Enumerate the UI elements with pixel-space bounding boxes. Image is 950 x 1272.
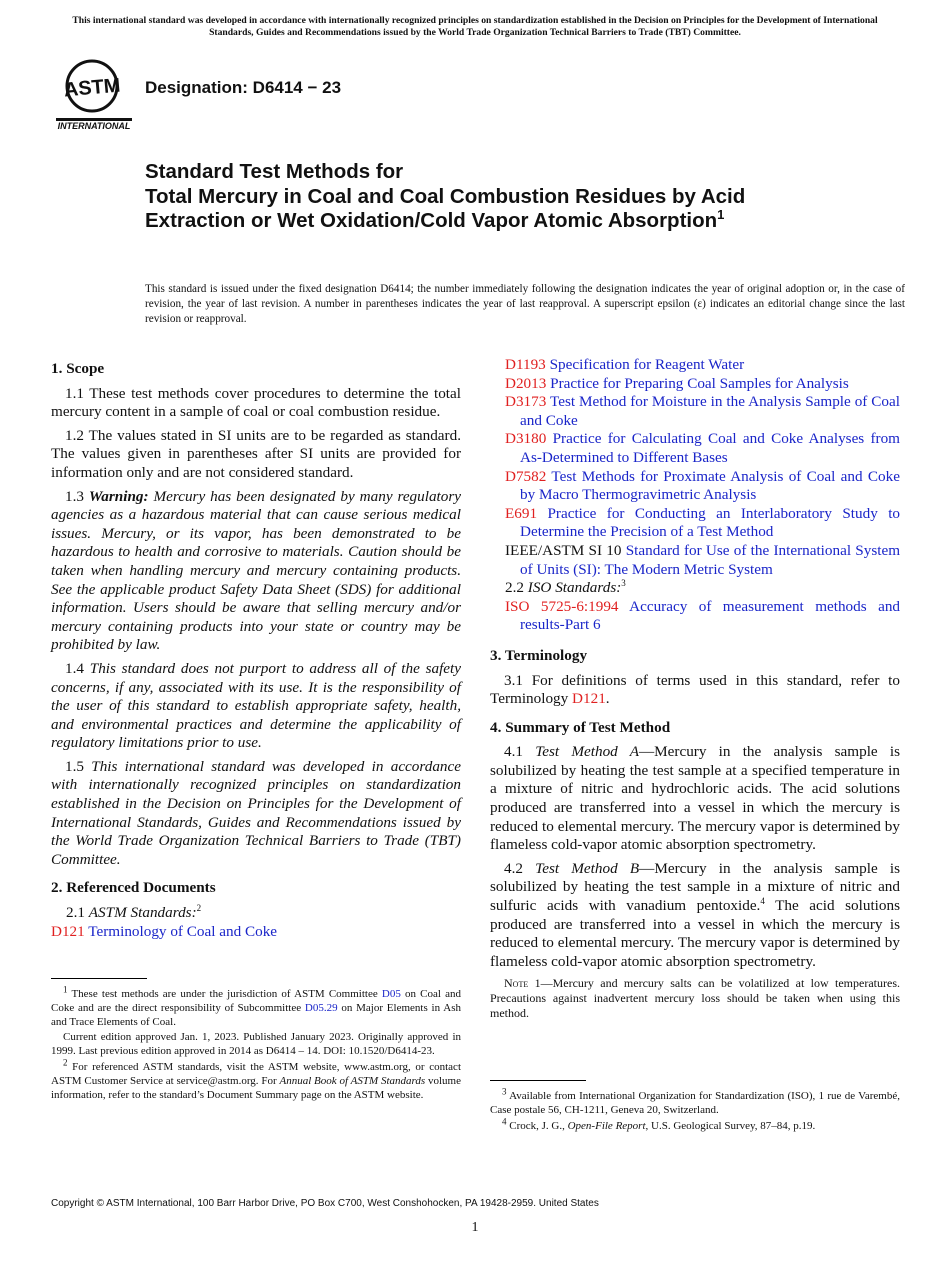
svg-text:ASTM: ASTM (62, 74, 122, 102)
title-footnote-mark[interactable]: 1 (717, 207, 725, 223)
link-d05[interactable]: D05 (381, 988, 401, 1000)
footnotes-right (490, 1086, 900, 1135)
ref-d1193[interactable]: D1193 Specification for Reagent Water (505, 356, 745, 373)
footnote-4: $^4$ Crock, J. G., Open-File Report, U.S. Geological Survey, 87–84, p.19. (502, 1115, 816, 1132)
right-column (490, 356, 900, 1021)
terminology-heading: 3. Terminology (490, 646, 588, 664)
title-line-1: Standard Test Methods for (145, 160, 404, 183)
issued-note: This standard is issued under the fixed designation D6414; the number immediately following the designation indicates the year of original adoption or, in the case of revision, the year of last revision. A number in parentheses indicates the year of last reapproval. A superscript epsilon (ε) indicates an editorial change since the last revision or reapproval. (145, 283, 905, 325)
referenced-heading: 2. Referenced Documents (51, 879, 216, 897)
link-d05-29[interactable]: D05.29 (304, 1001, 338, 1014)
para-1-4: 1.4 This standard does not purport to address all of the safety concerns, if any, associated with its use. It is the responsibility of the user of this standard to establish appropriate safety, health, and environmental practices and determine the applicability of regulatory limitations prior to use. (51, 659, 461, 752)
left-column (51, 356, 461, 941)
para-1-3: 1.3 Warning: Mercury has been designated by many regulatory agencies as a hazardous material that can cause serious medical issues. Mercury, or its vapor, has been demonstrated to be hazardous to health and corrosive to materials. Caution should be taken when handling mercury and mercury containing products. See the applicable product Safety Data Sheet (SDS) for additional information. Users should be aware that selling mercury and/or mercury containing products into your state or country may be prohibited by law. (51, 487, 462, 654)
warning-label: Warning: (88, 487, 149, 505)
para-3-1: 3.1 For definitions of terms used in this standard, refer to Terminology D121. (490, 671, 900, 708)
terminology-link-d121[interactable]: D121 (572, 690, 606, 708)
designation: Designation: D6414 − 23 (145, 78, 342, 97)
title-line-2: Total Mercury in Coal and Coal Combustion Residues by Acid Extraction or Wet Oxidation/Cold Vapor Atomic Absorption$^1$ (145, 184, 746, 232)
para-1-2: 1.2 The values stated in SI units are to be regarded as standard. The values given in parentheses after SI units are provided for information only and are not considered standard. (51, 426, 461, 481)
document-title (145, 160, 845, 234)
para-1-1: 1.1 These test methods cover procedures to determine the total mercury content in a sample of coal or coal combustion residue. (51, 384, 461, 421)
para-4-2: 4.2 Test Method B—Mercury in the analysis sample is solubilized by heating the test sample in a mixture of nitric and sulfuric acids with vanadium pentoxide.$^4$ The acid solutions produced are transferred into a vessel in which the mercury is reduced to elemental mercury. The mercury vapor is determined by flameless cold-vapor atomic absorption spectrometry. (490, 859, 900, 970)
footnote-rule-right (490, 1080, 586, 1081)
astm-logo (54, 56, 134, 132)
footnote-1-edition: Current edition approved Jan. 1, 2023. Published January 2023. Originally approved in 1999. Last previous edition approved in 2014 as D6414 – 14. DOI: 10.1520/D6414-23. (51, 1031, 461, 1058)
footnote-2: $^2$ For referenced ASTM standards, visit the ASTM website, www.astm.org, or contact ASTM Customer Service at service@astm.org. For Annual Book of ASTM Standards volume information, refer to the standard’s Document Summary page on the ASTM website. (51, 1057, 461, 1101)
ref-e691[interactable]: E691 Practice for Conducting an Interlaboratory Study to Determine the Precision of a Test Method (505, 504, 901, 541)
footnote-1: $^1$ These test methods are under the jurisdiction of ASTM Committee D05 on Coal and Coke and are the direct responsibility of Subcommittee D05.29 on Major Elements in Ash and Trace Elements of Coal. (51, 984, 461, 1028)
summary-heading: 4. Summary of Test Method (490, 718, 671, 736)
note-1: Note 1—Mercury and mercury salts can be volatilized at low temperatures. Precautions against inadvertent mercury loss should be taken when using this method. (490, 976, 900, 1021)
footnotes-left (51, 984, 461, 1104)
ref-d2013[interactable]: D2013 Practice for Preparing Coal Samples for Analysis (505, 374, 849, 392)
footnote-3: $^3$ Available from International Organization for Standardization (ISO), 1 rue de Varembé, Case postale 56, CH-1211, Geneva 20, Switzerland. (490, 1086, 900, 1116)
page-number: 1 (471, 1220, 479, 1235)
para-4-1: 4.1 Test Method A—Mercury in the analysis sample is solubilized by heating the test sample at a specified temperature in a mixture of nitric and hydrochloric acids. The acid solutions produced are transferred into a vessel in which the mercury is reduced to elemental mercury. The mercury vapor is determined by flameless cold-vapor atomic absorption spectrometry. (490, 743, 901, 854)
copyright-notice: Copyright © ASTM International, 100 Barr Harbor Drive, PO Box C700, West Conshohocken, PA 19428-2959. United States (51, 1198, 599, 1209)
para-2-1: 2.1 ASTM Standards:$^2$ (66, 902, 202, 922)
ref-d121[interactable]: D121 Terminology of Coal and Coke (51, 922, 278, 940)
footnote-rule-left (51, 978, 147, 979)
ref-ieee-astm-si10[interactable]: IEEE/ASTM SI 10 Standard for Use of the International System of Units (SI): The Modern Metric System (505, 541, 901, 578)
ref-d3180[interactable]: D3180 Practice for Calculating Coal and Coke Analyses from As-Determined to Different Bases (505, 430, 900, 466)
ref-d7582[interactable]: D7582 Test Methods for Proximate Analysis of Coal and Coke by Macro Thermogravimetric Analysis (505, 467, 900, 504)
ref-iso-5725-6[interactable]: ISO 5725-6:1994 Accuracy of measurement methods and results-Part 6 (505, 597, 901, 634)
ref-d3173[interactable]: D3173 Test Method for Moisture in the Analysis Sample of Coal and Coke (505, 393, 900, 429)
svg-text:INTERNATIONAL: INTERNATIONAL (57, 121, 131, 131)
para-1-5: 1.5 This international standard was developed in accordance with internationally recognized principles on standardization established in the Decision on Principles for the Development of International Standards, Guides and Recommendations issued by the World Trade Organization Technical Barriers to Trade (TBT) Committee. (51, 757, 462, 868)
scope-heading: 1. Scope (51, 360, 105, 377)
top-notice: This international standard was developed in accordance with internationally recognized principles on standardization established in the Decision on Principles for the Development of International Standards, Guides and Recommendations issued by the World Trade Organization Technical Barriers to Trade (TBT) Committee. (72, 15, 878, 38)
para-2-2: 2.2 ISO Standards:$^3$ (505, 578, 626, 597)
